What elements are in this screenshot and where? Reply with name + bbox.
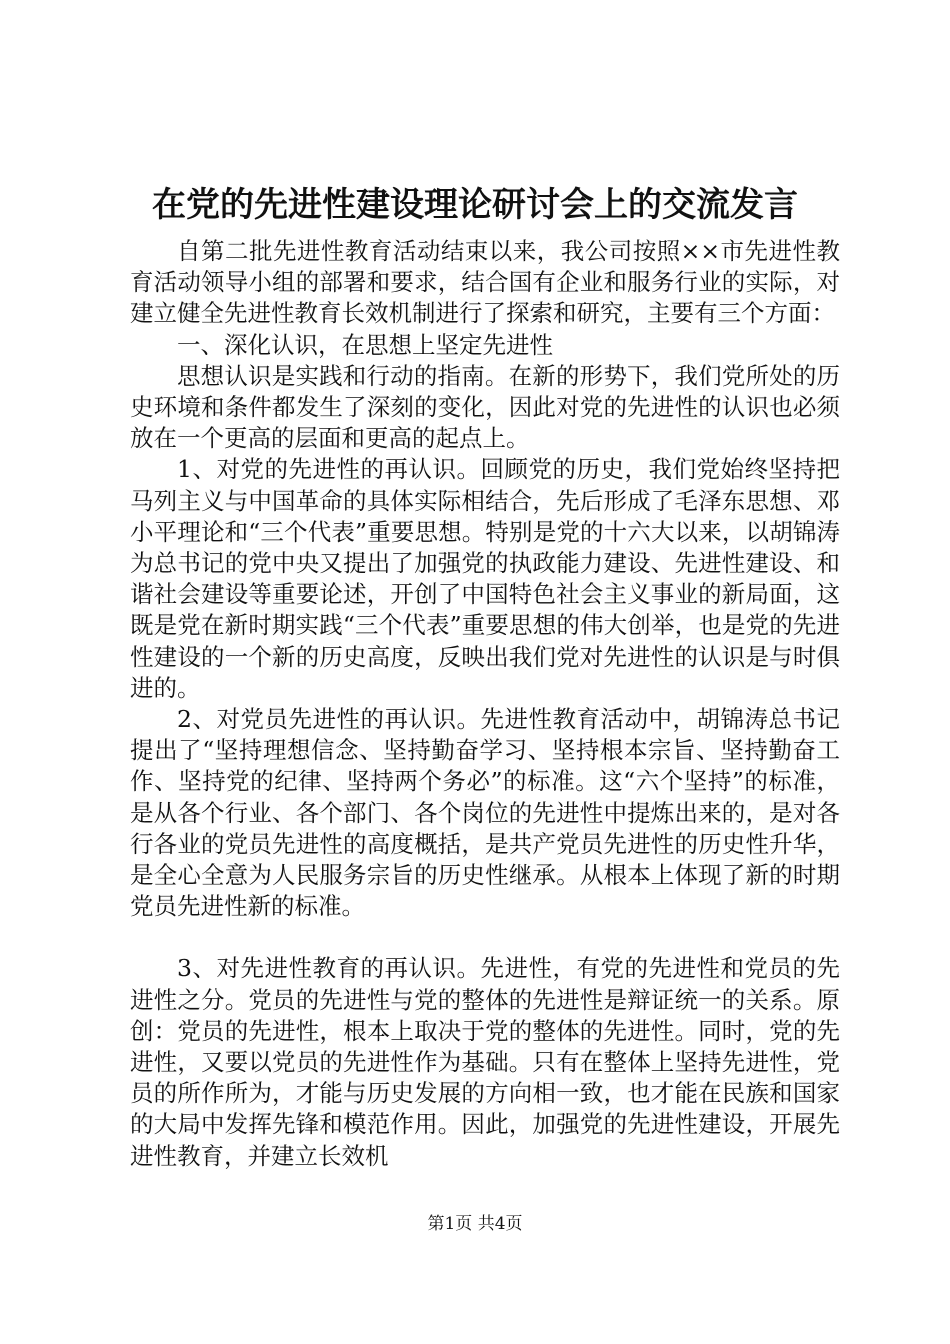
paragraph-point-3: 3、对先进性教育的再认识。先进性，有党的先进性和党员的先进性之分。党员的先进性与党的整体的先进性是辩证统一的关系。原创：党员的先进性，根本上取决于党的整体的先进性。同时，党的先进性，又要以党员的先进性作为基础。只有在整体上坚持先进性，党员的所作所为，才能与历史发展的方向相一致，也才能在民族和国家的大局中发挥先锋和模范作用。因此，加强党的先进性建设，开展先进性教育，并建立长效机 (130, 954, 840, 1170)
paragraph-point-2: 2、对党员先进性的再认识。先进性教育活动中，胡锦涛总书记提出了“坚持理想信念、坚持勤奋学习、坚持根本宗旨、坚持勤奋工作、坚持党的纪律、坚持两个务必”的标准。这“六个坚持”的标准，是从各个行业、各个部门、各个岗位的先进性中提炼出来的，是对各行各业的党员先进性的高度概括，是共产党员先进性的历史性升华，是全心全意为人民服务宗旨的历史性继承。从根本上体现了新的时期党员先进性新的标准。 (130, 705, 840, 921)
page-footer: 第1页 共4页 (427, 1214, 523, 1234)
section-heading: 一、深化认识，在思想上坚定先进性 (177, 330, 553, 359)
paragraph: 思想认识是实践和行动的指南。在新的形势下，我们党所处的历史环境和条件都发生了深刻的变化，因此对党的先进性的认识也必须放在一个更高的层面和更高的起点上。 (130, 361, 840, 453)
document-title: 在党的先进性建设理论研讨会上的交流发言 (152, 185, 798, 225)
document-body (130, 236, 840, 1172)
paragraph-intro: 自第二批先进性教育活动结束以来，我公司按照××市先进性教育活动领导小组的部署和要求，结合国有企业和服务行业的实际，对建立健全先进性教育长效机制进行了探索和研究，主要有三个方面： (130, 237, 840, 328)
paragraph-point-1: 1、对党的先进性的再认识。回顾党的历史，我们党始终坚持把马列主义与中国革命的具体实际相结合，先后形成了毛泽东思想、邓小平理论和“三个代表”重要思想。特别是党的十六大以来，以胡锦涛为总书记的党中央又提出了加强党的执政能力建设、先进性建设、和谐社会建设等重要论述，开创了中国特色社会主义事业的新局面，这既是党在新时期实践“三个代表”重要思想的伟大创举，也是党的先进性建设的一个新的历史高度，反映出我们党对先进性的认识是与时俱进的。 (130, 455, 840, 702)
